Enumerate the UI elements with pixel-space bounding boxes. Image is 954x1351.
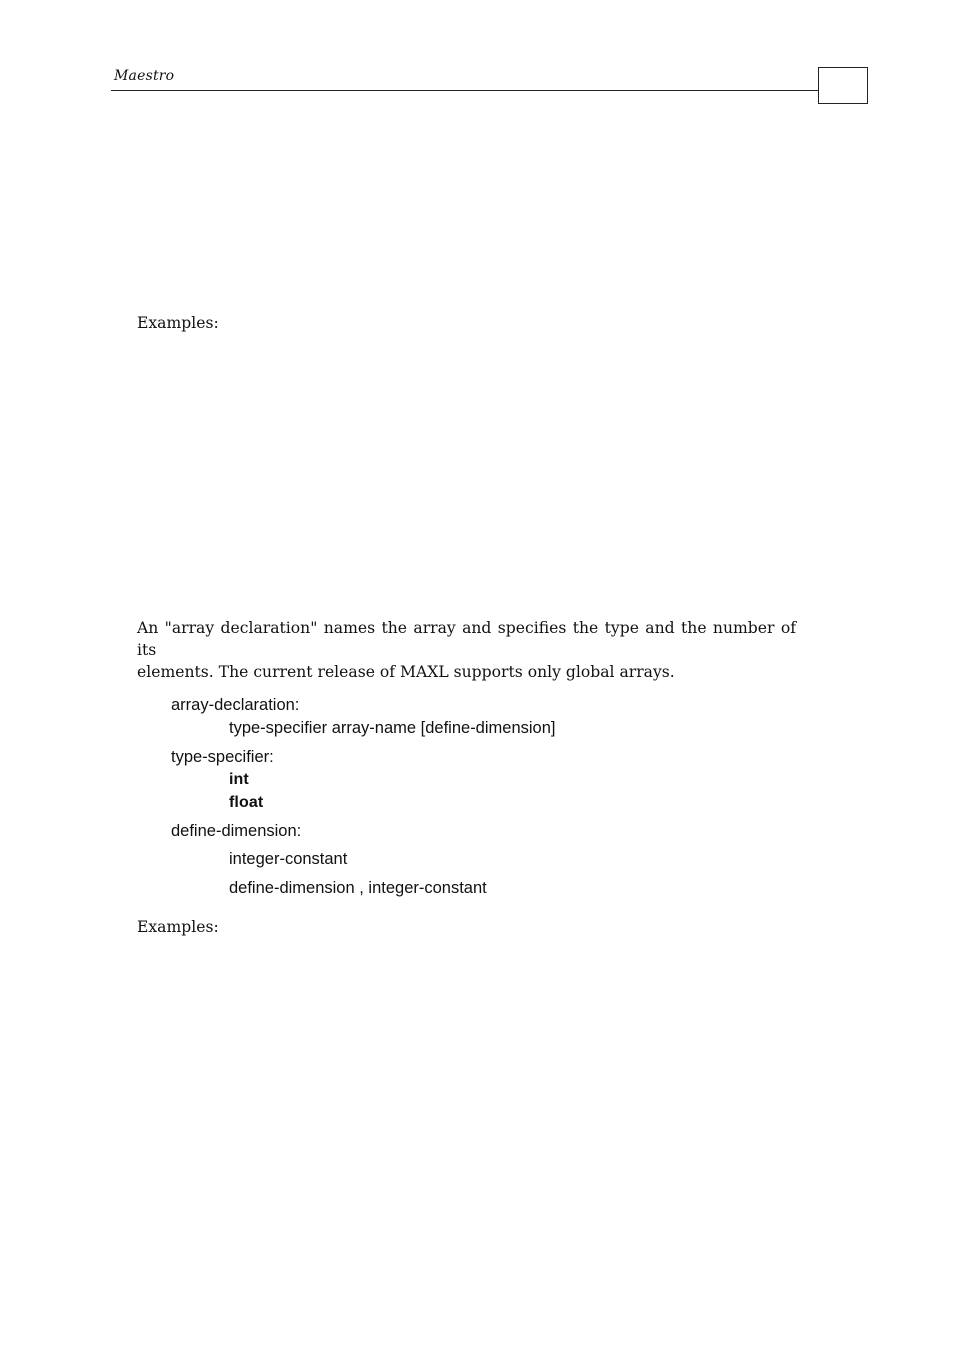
grammar-label-define-dimension: define-dimension:: [171, 822, 302, 840]
grammar-label-array-declaration: array-declaration:: [171, 696, 300, 714]
grammar-rule-integer-constant: integer-constant: [229, 850, 348, 868]
running-header-title: Maestro: [114, 68, 175, 84]
examples-label: Examples:: [137, 314, 219, 332]
grammar-keyword-float: float: [229, 794, 264, 811]
grammar-rule-define-dimension-recursive: define-dimension , integer-constant: [229, 879, 487, 897]
grammar-label-type-specifier: type-specifier:: [171, 748, 274, 766]
examples-label: Examples:: [137, 918, 219, 936]
paragraph-line-2: elements. The current release of MAXL supports only global arrays.: [137, 663, 675, 681]
header-rule: [111, 90, 818, 91]
page-number-box: [818, 67, 868, 104]
paragraph-line-1: An "array declaration" names the array and specifies the type and the number of its: [137, 619, 796, 659]
grammar-keyword-int: int: [229, 771, 249, 788]
body-paragraph: [137, 617, 796, 683]
grammar-rule-array-declaration: type-specifier array-name [define-dimension]: [229, 719, 556, 737]
